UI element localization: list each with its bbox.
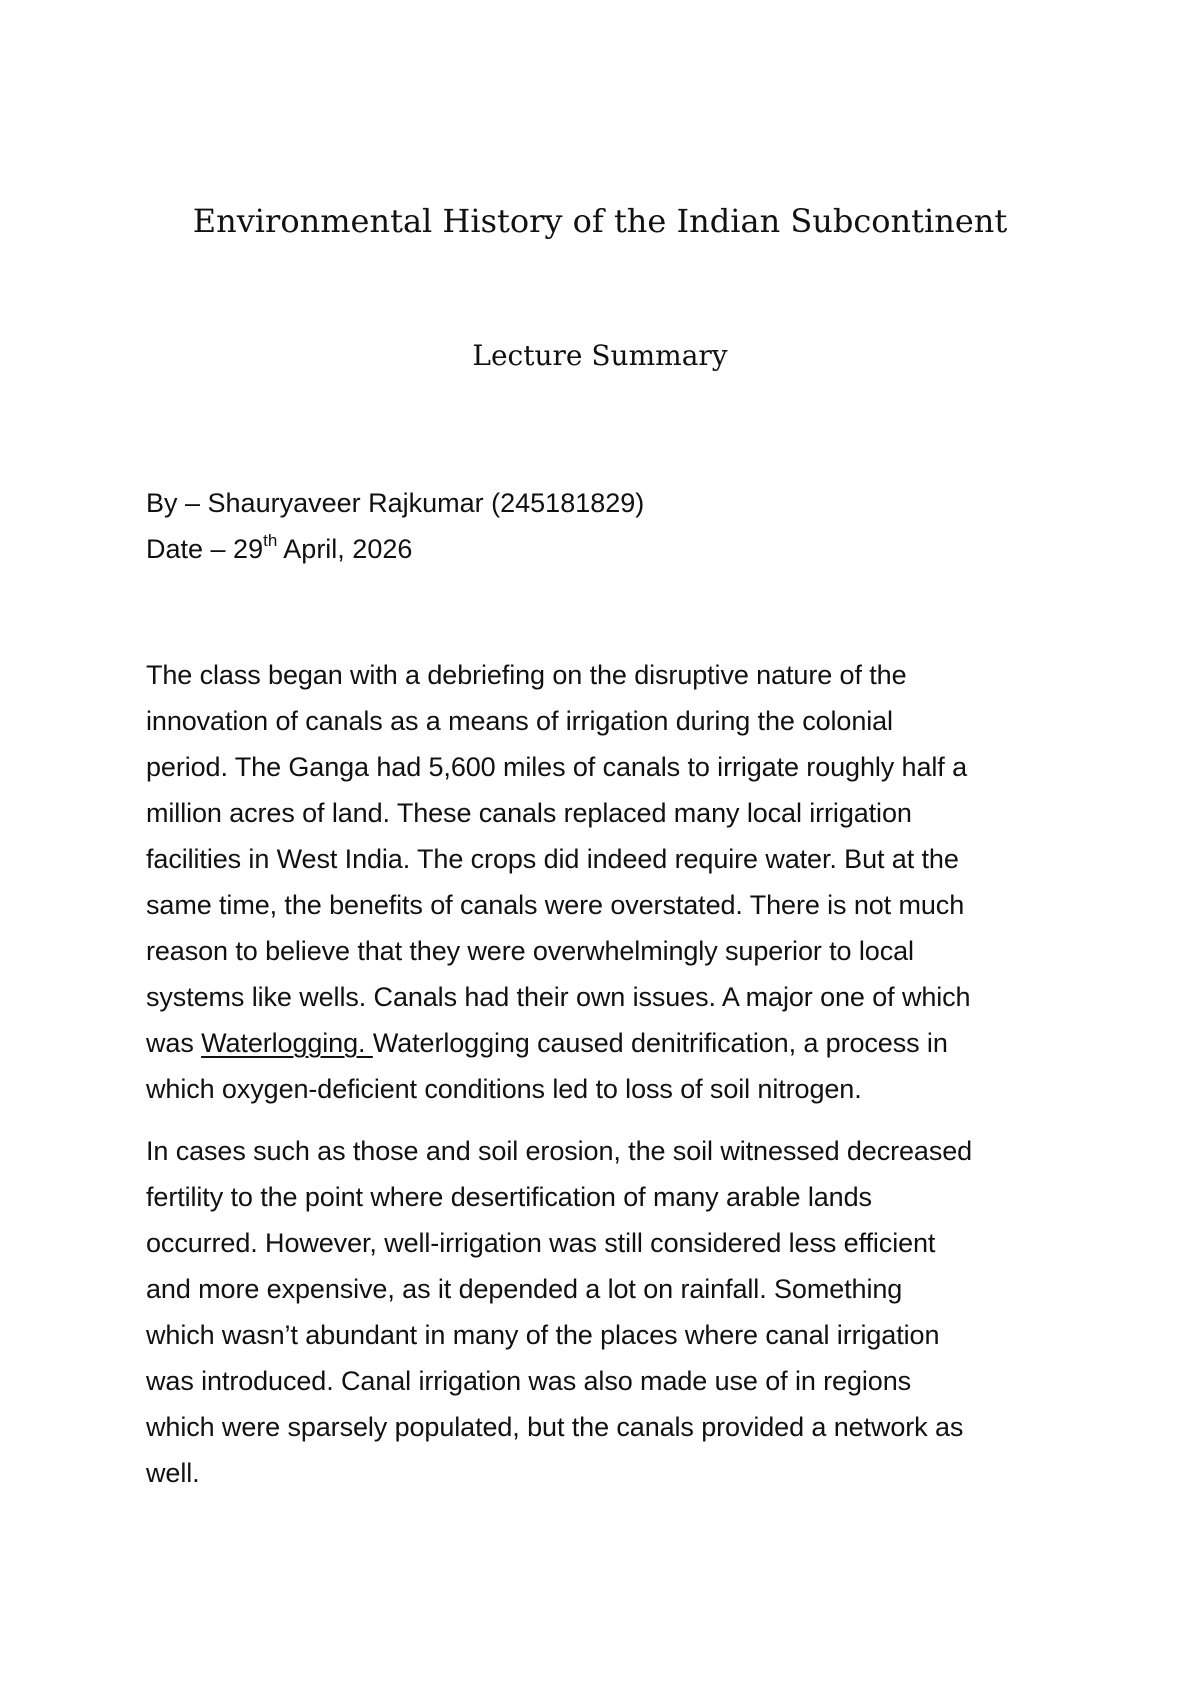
paragraph-line-with-underline <box>146 1020 1066 1066</box>
paragraph-line: which wasn’t abundant in many of the places where canal irrigation <box>146 1320 940 1350</box>
paragraph-line: and more expensive, as it depended a lot on rainfall. Something <box>146 1274 903 1304</box>
author-line: By – Shauryaveer Rajkumar (245181829) <box>146 488 645 518</box>
document-title: Environmental History of the Indian Subcontinent <box>192 202 1008 240</box>
paragraph-line: which were sparsely populated, but the canals provided a network as <box>146 1412 964 1442</box>
paragraph-line: facilities in West India. The crops did indeed require water. But at the <box>146 844 959 874</box>
paragraph-line: same time, the benefits of canals were overstated. There is not much <box>146 890 965 920</box>
paragraph-line: was introduced. Canal irrigation was also made use of in regions <box>146 1366 912 1396</box>
paragraph-line: million acres of land. These canals replaced many local irrigation <box>146 798 912 828</box>
paragraph-line: well. <box>146 1458 200 1488</box>
date-suffix: April, 2026 <box>277 534 413 564</box>
paragraph-line: The class began with a debriefing on the disruptive nature of the <box>146 660 907 690</box>
paragraph-line: systems like wells. Canals had their own issues. A major one of which <box>146 982 971 1012</box>
document-subtitle: Lecture Summary <box>472 339 728 372</box>
paragraph-1 <box>146 652 1066 1112</box>
line-prefix: was <box>146 1028 202 1058</box>
date-ordinal-superscript: th <box>263 531 278 550</box>
underlined-term-waterlogging: Waterlogging. <box>201 1028 373 1058</box>
paragraph-line: In cases such as those and soil erosion, the soil witnessed decreased <box>146 1136 973 1166</box>
paragraph-line: fertility to the point where desertification of many arable lands <box>146 1182 872 1212</box>
date-line <box>146 529 412 569</box>
line-suffix: Waterlogging caused denitrification, a process in <box>372 1028 948 1058</box>
paragraph-line: occurred. However, well-irrigation was still considered less efficient <box>146 1228 936 1258</box>
paragraph-2 <box>146 1128 1066 1496</box>
paragraph-line: reason to believe that they were overwhelmingly superior to local <box>146 936 914 966</box>
paragraph-line: period. The Ganga had 5,600 miles of canals to irrigate roughly half a <box>146 752 968 782</box>
paragraph-line: which oxygen-deficient conditions led to loss of soil nitrogen. <box>146 1074 862 1104</box>
paragraph-line: innovation of canals as a means of irrigation during the colonial <box>146 706 893 736</box>
date-prefix: Date – 29 <box>146 534 264 564</box>
